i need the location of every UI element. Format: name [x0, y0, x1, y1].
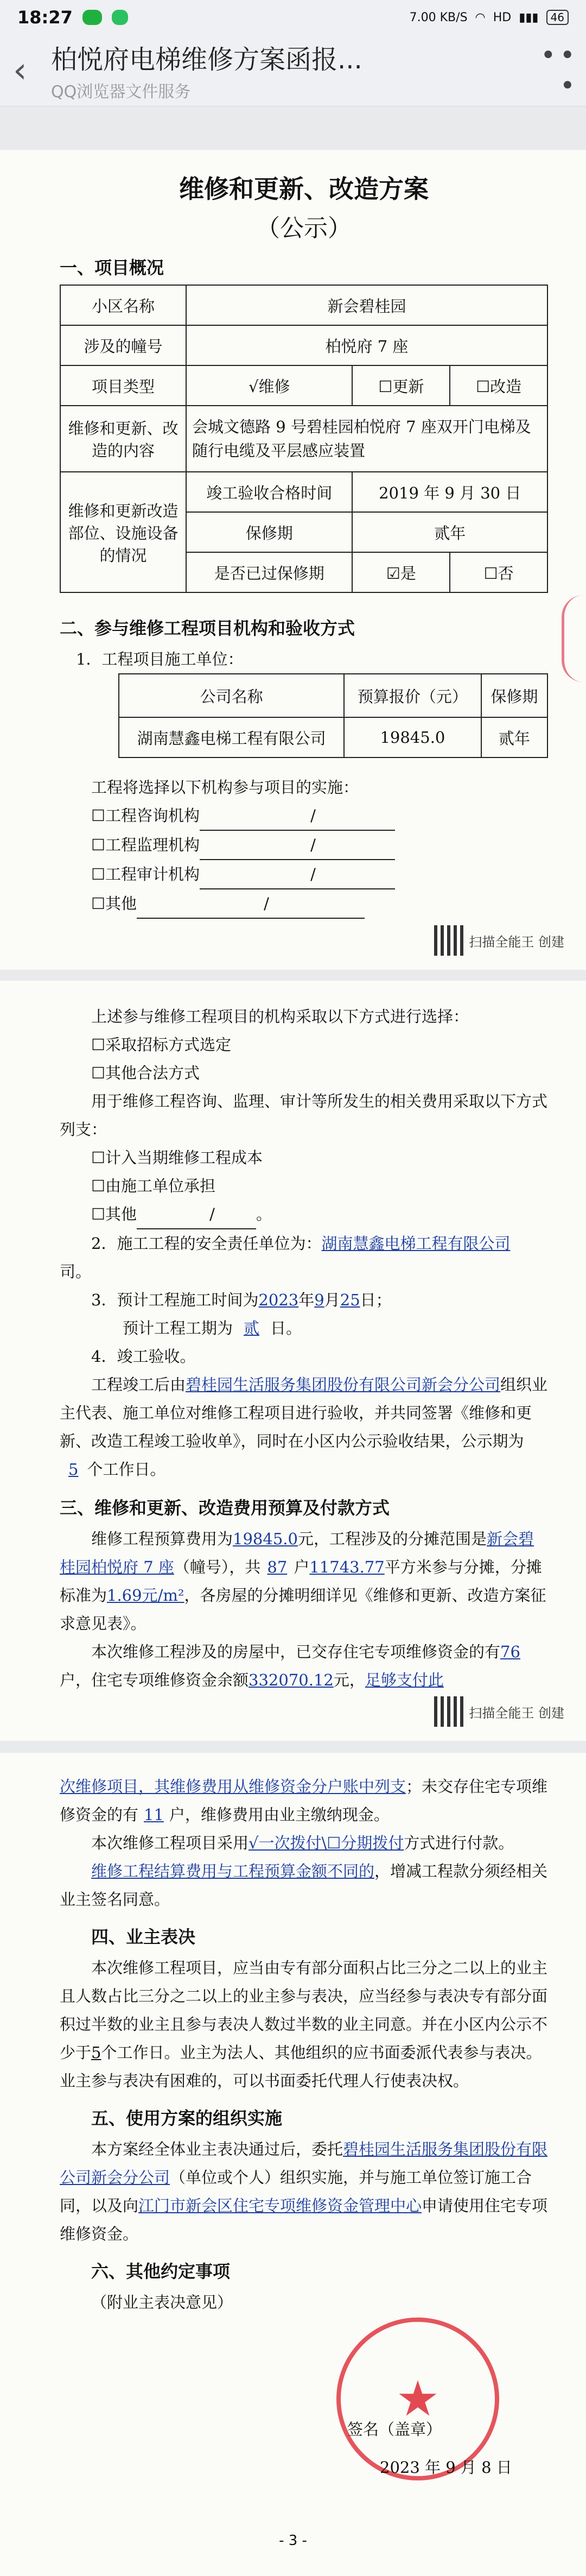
- status-time: 18:27: [17, 7, 73, 28]
- more-button[interactable]: [535, 40, 573, 101]
- list-item: ☐其他 /: [60, 889, 548, 919]
- back-button[interactable]: [13, 50, 51, 91]
- message-icon: [112, 10, 128, 25]
- table-row: 项目类型 √维修 ☐更新 ☐改造: [60, 365, 547, 406]
- document-page-3: 次维修项目，其维修费用从维修资金分户账中列支；未交存住宅专项维修资金的有 11 户，维修费用由业主缴纳现金。 本次维修工程项目采用√一次拨付\☐分期拨付方式进行付款。 维修工程结算费用与工程预算金额不同的，增减工程款分须经相关业主签名同意。 四、业主表决 本次维修工程项目，应当由专有部分面积占比三分之二以上的业主且人数占比三分之二以上的业主参与表决，应当经参与表决专有部分面积过半数的业主且参与表决人数过半数的业主同意。并在小区内公示不少于5个工作日。业主为法人、其他组织的应书面委派代表参与表决。业主参与表决有困难的，可以书面委托代理人行使表决权。 五、使用方案的组织实施 本方案经全体业主表决通过后，委托碧桂园生活服务集团股份有限公司新会分公司（单位或个人）组织实施，并与施工单位签订施工合同，以及向江门市新会区住宅专项维修资金管理中心申请使用住宅专项维修资金。 六、其他约定事项 （附业主表决意见） ★ 签名（盖章） 2023 年 9 月 8 日 - 3 -: [0, 1753, 586, 2576]
- table-row: 湖南慧鑫电梯工程有限公司 19845.0 贰年: [119, 717, 547, 757]
- contractor-table: [118, 673, 548, 758]
- battery-icon: 46: [546, 10, 569, 25]
- list-item: ☐工程咨询机构 /: [60, 801, 548, 831]
- section-heading: 六、其他约定事项: [91, 2261, 231, 2282]
- top-bar: [0, 35, 586, 106]
- table-row: 保修期 贰年: [60, 512, 547, 552]
- more-icon: • • •: [540, 40, 573, 101]
- document-page-2: 上述参与维修工程项目的机构采取以下方式进行选择： ☐采取招标方式选定 ☐其他合法方式 用于维修工程咨询、监理、审计等所发生的相关费用采取以下方式列支： ☐计入当期维修工程成本 ☐由施工单位承担 ☐其他 / 。 2．施工工程的安全责任单位为：湖南慧鑫电梯工程有限公司 司。 3．预计工程施工时间为2023年9月25日； 预计工程工期为 贰 日。 4．竣工验收。 工程竣工后由碧桂园生活服务集团股份有限公司新会分公司组织业主代表、施工单位对维修工程项目进行验收，并共同签署《维修和更新、改造工程竣工验收单》，同时在小区内公示验收结果，公示期为5 个工作日。 三、维修和更新、改造费用预算及付款方式 维修工程预算费用为19845.0元，工程涉及的分摊范围是新会碧桂园柏悦府 7 座（幢号），共 87 户11743.77平方米参与分摊，分摊标准为1.69元/m²，各房屋的分摊明细详见《维修和更新、改造方案征求意见表》。 本次维修工程涉及的房屋中，已交存住宅专项维修资金的有76户，住宅专项维修资金余额332070.12元，足够支付此 扫描全能王 创建: [0, 981, 586, 1741]
- section-heading: 三、维修和更新、改造费用预算及付款方式: [60, 1498, 390, 1518]
- table-row: 涉及的幢号 柏悦府 7 座: [60, 325, 547, 365]
- qr-code-icon: [434, 925, 464, 956]
- qr-code-icon: [434, 1696, 464, 1727]
- wechat-icon: [82, 10, 102, 25]
- section-heading: 四、业主表决: [91, 1927, 196, 1947]
- section-heading: 五、使用方案的组织实施: [91, 2108, 283, 2129]
- scanner-watermark: 扫描全能王 创建: [434, 1696, 564, 1727]
- signature-label: 签名（盖章）: [347, 2420, 442, 2439]
- table-row: 维修和更新、改造的内容 会城文德路 9 号碧桂园柏悦府 7 座双开门电梯及随行电缆及平层感应装置: [60, 406, 547, 472]
- file-title: 柏悦府电梯维修方案函报...: [51, 45, 362, 75]
- project-overview-table: [60, 285, 548, 593]
- list-item: ☐工程监理机构 /: [60, 831, 548, 860]
- section-heading: 二、参与维修工程项目机构和验收方式: [60, 618, 355, 639]
- stamp-edge: [562, 595, 586, 682]
- star-icon: ★: [396, 2370, 440, 2428]
- section-heading: 一、项目概况: [60, 257, 164, 278]
- signal-icon: ▮▮▮: [519, 10, 539, 24]
- sign-date: 2023 年 9 月 8 日: [380, 2458, 512, 2477]
- wifi-icon: ◠: [475, 10, 486, 24]
- hd-icon: HD: [493, 10, 512, 24]
- file-source: QQ浏览器文件服务: [51, 83, 191, 102]
- doc-subtitle: （公示）: [256, 214, 352, 242]
- list-item: ☐工程审计机构 /: [60, 860, 548, 889]
- network-speed: 7.00 KB/S: [409, 10, 468, 24]
- table-row: 是否已过保修期 ☑是 ☐否: [60, 552, 547, 592]
- chevron-left-icon: ‹: [13, 50, 27, 91]
- table-row: 公司名称 预算报价（元） 保修期: [119, 674, 547, 717]
- table-row: 维修和更新改造部位、设施设备的情况 竣工验收合格时间 2019 年 9 月 30 日: [60, 472, 547, 512]
- page-number: - 3 -: [279, 2533, 307, 2549]
- table-row: 小区名称 新会碧桂园: [60, 285, 547, 325]
- document-page-1: 维修和更新、改造方案 （公示） 一、项目概况 小区名称 新会碧桂园 涉及的幢号 柏悦府 7 座 项目类型 √维修 ☐更新 ☐改造 维修和更新、改造的内容 会城文德路 9 号碧桂园柏悦府 7 座双开门电梯及随行电缆及平层感应装置 维修和更新改造部位、设施设备的情况 竣工验收合格时间 2019 年 9 月 30 日 保修期 贰年 是否已过保修期 ☑是 ☐否 二、参与维修工程项目机构和验收方式 1．工程项目施工单位： 公司名称 预算报价（元） 保修期 湖南慧鑫电梯工程有限公司 19845.0 贰年 工程将选择以下机构参与项目的实施： ☐工程咨询机构 / ☐工程监理机构 / ☐工程审计机构 / ☐其他 / 扫描全能王 创建: [0, 150, 586, 970]
- status-bar: [0, 0, 586, 35]
- doc-title: 维修和更新、改造方案: [179, 174, 429, 204]
- scanner-watermark: 扫描全能王 创建: [434, 925, 564, 956]
